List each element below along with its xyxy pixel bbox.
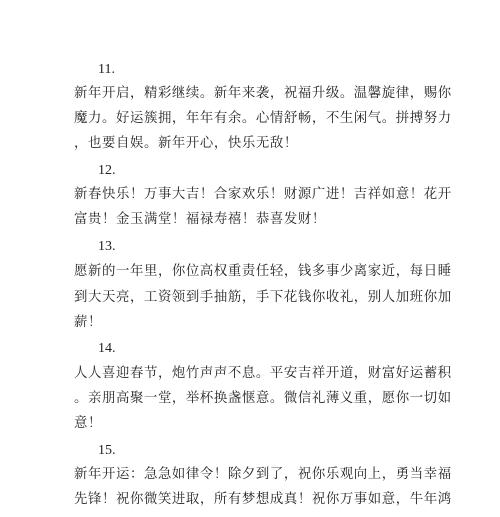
entry-15-line-2: 先锋！祝你微笑进取，所有梦想成真！祝你万事如意，牛年鸿 (74, 492, 452, 507)
entry-12-number: 12. (98, 163, 116, 178)
entry-13-line-3: 薪！ (74, 315, 102, 330)
entry-14-line-1: 人人喜迎春节，炮竹声声不息。平安吉祥开道，财富好运蓄积 (74, 366, 452, 381)
entry-15-number: 15. (98, 443, 116, 458)
entry-12-line-2: 富贵！金玉满堂！福禄寿禧！恭喜发财！ (74, 212, 326, 227)
entry-14-line-2: 。亲朋高聚一堂，举杯换盏惬意。微信礼薄义重，愿你一切如 (74, 391, 452, 406)
entry-12-line-1: 新春快乐！万事大吉！合家欢乐！财源广进！吉祥如意！花开 (74, 187, 452, 202)
entry-13-number: 13. (98, 239, 116, 254)
entry-11-number: 11. (98, 62, 115, 77)
entry-13-line-1: 愿新的一年里，你位高权重责任轻，钱多事少离家近，每日睡 (74, 264, 452, 279)
entry-14-number: 14. (98, 341, 116, 356)
entry-11-line-3: ，也要自娱。新年开心，快乐无敌！ (74, 136, 298, 151)
entry-13-line-2: 到大天亮，工资领到手抽筋，手下花钱你收礼，别人加班你加 (74, 290, 452, 305)
entry-11-line-2: 魔力。好运簇拥，年年有余。心情舒畅，不生闲气。拼搏努力 (74, 111, 452, 126)
entry-11-line-1: 新年开启，精彩继续。新年来袭，祝福升级。温馨旋律，赐你 (74, 86, 452, 101)
entry-15-line-1: 新年开运：急急如律令！除夕到了，祝你乐观向上，勇当幸福 (74, 467, 452, 482)
entry-14-line-3: 意！ (74, 416, 102, 431)
